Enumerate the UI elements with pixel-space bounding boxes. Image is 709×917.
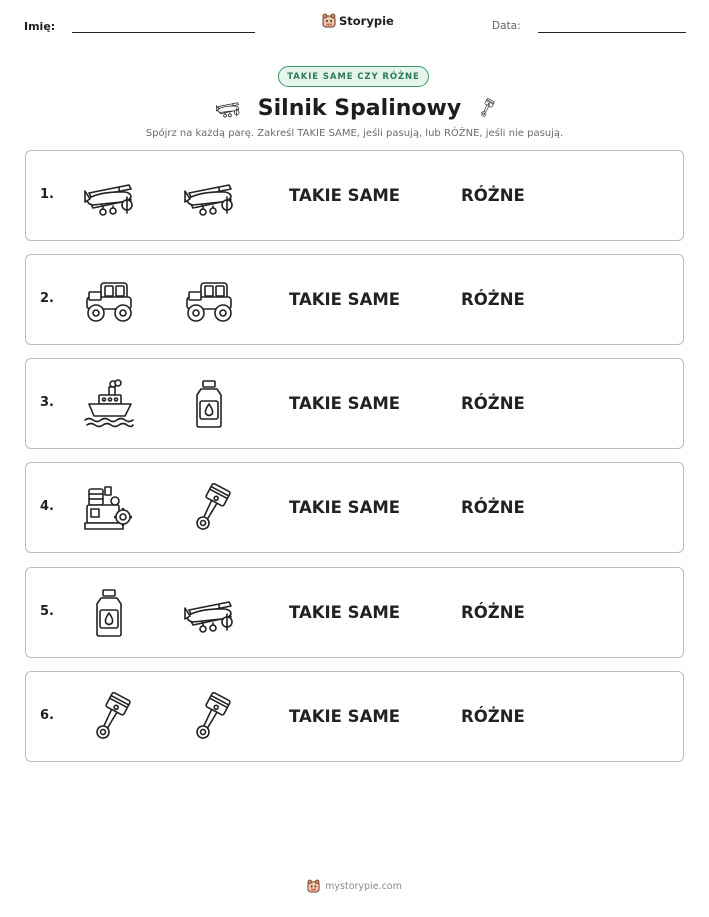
vintage-car-icon [81, 275, 137, 325]
steamboat-icon [81, 379, 137, 429]
same-option[interactable]: TAKIE SAME [289, 603, 401, 622]
row-number: 1. [40, 187, 54, 202]
page-title: Silnik Spalinowy [257, 95, 462, 121]
pair-row [25, 671, 684, 762]
instructions: Spójrz na każdą parę. Zakreśl TAKIE SAME, jeśli pasują, lub RÓŻNE, jeśli nie pasują. [145, 128, 564, 139]
oil-bottle-icon [81, 588, 137, 638]
storypie-logo-icon [307, 879, 320, 893]
row-number: 6. [40, 708, 54, 723]
piston-icon [475, 92, 497, 124]
activity-badge: TAKIE SAME CZY RÓŻNE [278, 66, 429, 87]
biplane-icon [212, 96, 244, 120]
row-number: 5. [40, 604, 54, 619]
different-option[interactable]: RÓŻNE [461, 498, 525, 517]
biplane-icon [181, 588, 237, 638]
storypie-logo-icon [322, 13, 336, 28]
date-field[interactable] [538, 32, 686, 33]
pair-row [25, 567, 684, 658]
row-number: 2. [40, 291, 54, 306]
name-label: Imię: [24, 20, 56, 33]
same-option[interactable]: TAKIE SAME [289, 498, 401, 517]
same-option[interactable]: TAKIE SAME [289, 394, 401, 413]
different-option[interactable]: RÓŻNE [461, 603, 525, 622]
same-option[interactable]: TAKIE SAME [289, 186, 401, 205]
piston-icon [81, 692, 137, 742]
worksheet-header [0, 0, 709, 50]
different-option[interactable]: RÓŻNE [461, 707, 525, 726]
pair-row [25, 254, 684, 345]
brand-name: Storypie [339, 13, 394, 28]
pair-row [25, 462, 684, 553]
title-row [0, 88, 709, 128]
same-option[interactable]: TAKIE SAME [289, 290, 401, 309]
different-option[interactable]: RÓŻNE [461, 290, 525, 309]
footer-url[interactable]: mystorypie.com [325, 880, 402, 892]
pair-row [25, 150, 684, 241]
piston-icon [181, 483, 237, 533]
row-number: 4. [40, 499, 54, 514]
different-option[interactable]: RÓŻNE [461, 186, 525, 205]
oil-bottle-icon [181, 379, 237, 429]
brand [322, 13, 394, 28]
vintage-car-icon [181, 275, 237, 325]
piston-icon [181, 692, 237, 742]
biplane-icon [181, 171, 237, 221]
row-number: 3. [40, 395, 54, 410]
footer [0, 879, 709, 893]
date-label: Data: [492, 20, 521, 32]
biplane-icon [81, 171, 137, 221]
engine-gears-icon [81, 483, 137, 533]
same-option[interactable]: TAKIE SAME [289, 707, 401, 726]
pair-row [25, 358, 684, 449]
different-option[interactable]: RÓŻNE [461, 394, 525, 413]
name-field[interactable] [72, 32, 255, 33]
